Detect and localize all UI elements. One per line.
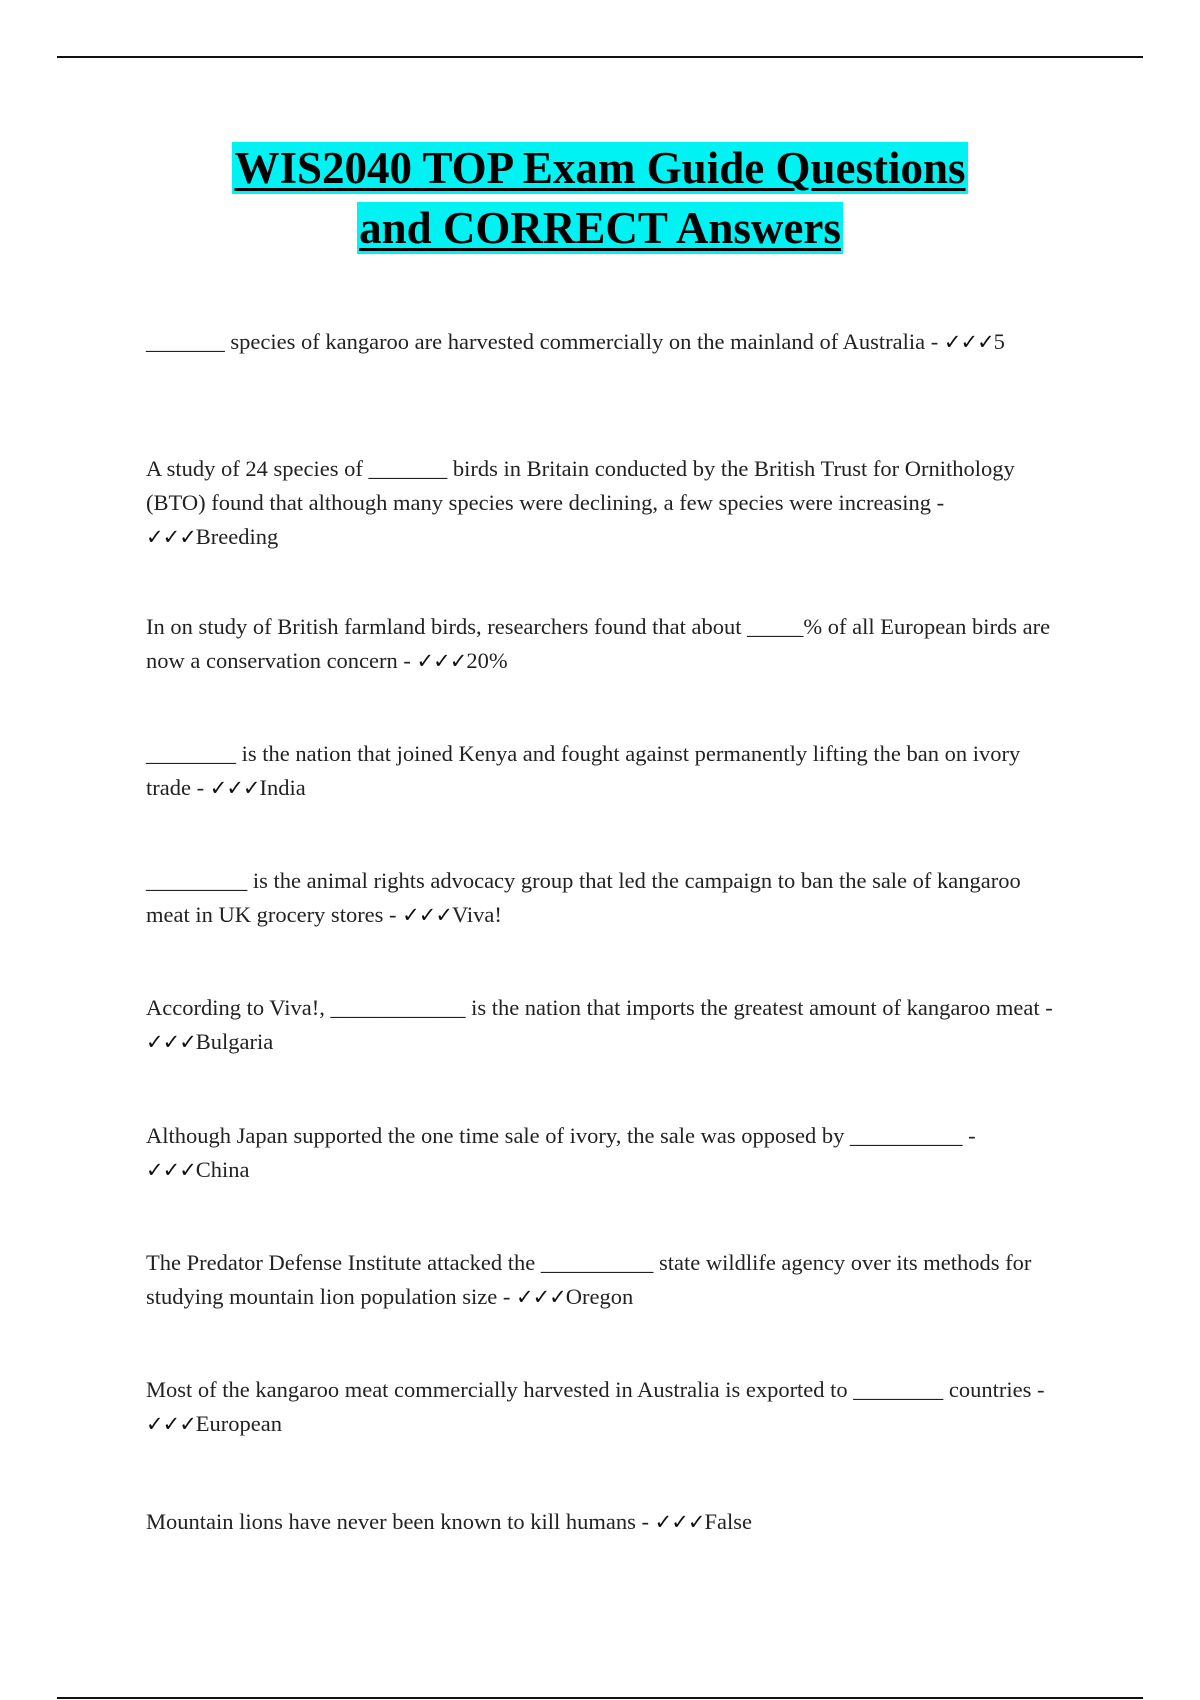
answer-text: False [704, 1509, 752, 1534]
check-marks-icon: ✓✓✓ [146, 1158, 196, 1182]
question-text: ________ is the nation that joined Kenya and fought against permanently lifting the ban on ivory trade - [146, 741, 1021, 800]
check-marks-icon: ✓✓✓ [209, 776, 260, 800]
qa-item-2 [146, 452, 1066, 554]
top-rule [57, 56, 1143, 58]
check-marks-icon: ✓✓✓ [146, 1030, 196, 1054]
answer-text: Viva! [451, 902, 502, 927]
qa-item-5 [146, 864, 1066, 932]
qa-item-3 [146, 610, 1066, 678]
check-marks-icon: ✓✓✓ [416, 649, 467, 673]
qa-item-6 [146, 991, 1066, 1059]
question-text: A study of 24 species of _______ birds in Britain conducted by the British Trust for Ornithology (BTO) found that although many species were declining, a few species were increasing - [146, 456, 1015, 515]
document-title [0, 142, 1200, 262]
answer-text: 20% [466, 648, 508, 673]
title-line-1: WIS2040 TOP Exam Guide Questions [234, 143, 966, 193]
check-marks-icon: ✓✓✓ [515, 1285, 566, 1309]
question-text: The Predator Defense Institute attacked the __________ state wildlife agency over its methods for studying mountain lion population size - [146, 1250, 1032, 1309]
question-text: In on study of British farmland birds, researchers found that about _____% of all European birds are now a conservation concern - [146, 614, 1051, 673]
answer-text: China [195, 1157, 250, 1182]
answer-text: India [259, 775, 306, 800]
answer-text: 5 [993, 329, 1005, 354]
answer-text: Bulgaria [195, 1029, 274, 1054]
check-marks-icon: ✓✓✓ [146, 1412, 196, 1436]
qa-item-4 [146, 737, 1066, 805]
answer-text: European [195, 1411, 283, 1436]
question-text: _________ is the animal rights advocacy group that led the campaign to ban the sale of kangaroo meat in UK grocery stores - [146, 868, 1021, 927]
answer-text: Breeding [195, 524, 279, 549]
title-line-2: and CORRECT Answers [359, 203, 841, 253]
question-text: Mountain lions have never been known to kill humans - [146, 1509, 655, 1534]
question-text: Most of the kangaroo meat commercially harvested in Australia is exported to ________ countries - [146, 1377, 1045, 1402]
check-marks-icon: ✓✓✓ [402, 903, 452, 927]
question-text: _______ species of kangaroo are harvested commercially on the mainland of Australia - [146, 329, 944, 354]
qa-item-8 [146, 1246, 1066, 1314]
check-marks-icon: ✓✓✓ [654, 1510, 705, 1534]
qa-item-1 [146, 325, 1066, 359]
question-text: Although Japan supported the one time sale of ivory, the sale was opposed by __________ - [146, 1123, 976, 1148]
question-text: According to Viva!, ____________ is the nation that imports the greatest amount of kangaroo meat - [146, 995, 1053, 1020]
answer-text: Oregon [565, 1284, 634, 1309]
check-marks-icon: ✓✓✓ [146, 525, 196, 549]
check-marks-icon: ✓✓✓ [943, 330, 994, 354]
bottom-rule [57, 1697, 1143, 1699]
qa-item-7 [146, 1119, 1066, 1187]
qa-item-10 [146, 1505, 1066, 1539]
qa-item-9 [146, 1373, 1066, 1441]
